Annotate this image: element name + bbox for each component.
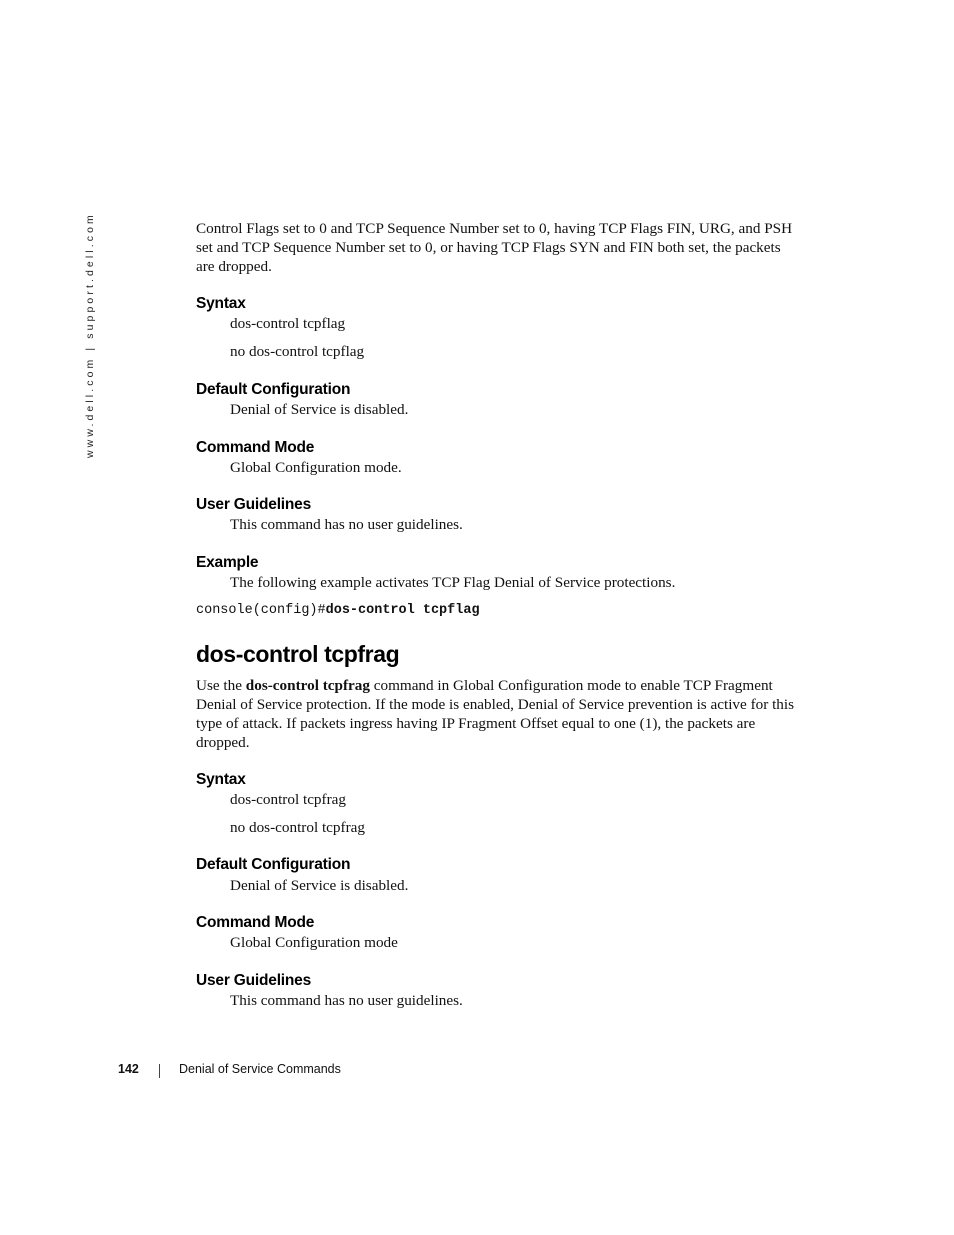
intro-line-2: set and TCP Sequence Number set to 0, or having TCP Flags SYN and FIN both set, the packets bbox=[196, 239, 781, 256]
command-mode-text: Global Configuration mode. bbox=[230, 459, 402, 476]
syntax-line: no dos-control tcpflag bbox=[230, 343, 365, 360]
user-guidelines-text: This command has no user guidelines. bbox=[230, 992, 463, 1009]
intro-line-2: Denial of Service protection. If the mode is enabled, Denial of Service prevention is active for this bbox=[196, 696, 795, 713]
syntax-line: dos-control tcpfrag bbox=[230, 791, 346, 808]
command-mode-text: Global Configuration mode bbox=[230, 934, 398, 951]
intro-line-3: type of attack. If packets ingress having IP Fragment Offset equal to one (1), the packets are bbox=[196, 715, 756, 732]
code-prompt: console(config)# bbox=[196, 603, 326, 618]
syntax-heading: Syntax bbox=[196, 771, 246, 788]
page-number: 142 bbox=[118, 1062, 139, 1076]
user-guidelines-heading: User Guidelines bbox=[196, 496, 312, 513]
command-mode-heading: Command Mode bbox=[196, 439, 315, 456]
user-guidelines-heading: User Guidelines bbox=[196, 972, 312, 989]
intro-line-1 bbox=[196, 676, 773, 695]
default-config-heading: Default Configuration bbox=[196, 856, 351, 873]
sidebar-url bbox=[84, 212, 98, 458]
default-config-text: Denial of Service is disabled. bbox=[230, 877, 409, 894]
intro-post: command in Global Configuration mode to enable TCP Fragment bbox=[369, 677, 773, 694]
code-command: dos-control tcpflag bbox=[325, 603, 480, 618]
syntax-line: no dos-control tcpfrag bbox=[230, 819, 365, 836]
syntax-line: dos-control tcpflag bbox=[230, 315, 346, 332]
command-mode-heading: Command Mode bbox=[196, 914, 315, 931]
syntax-heading: Syntax bbox=[196, 295, 246, 312]
intro-line-4: dropped. bbox=[196, 734, 250, 751]
intro-command: dos-control tcpfrag bbox=[245, 677, 370, 694]
example-text: The following example activates TCP Flag Denial of Service protections. bbox=[230, 574, 676, 591]
sidebar-url-text: www.dell.com | support.dell.com bbox=[84, 212, 96, 458]
intro-line-3: are dropped. bbox=[196, 258, 272, 275]
intro-pre: Use the bbox=[196, 677, 246, 694]
footer-section-title: Denial of Service Commands bbox=[179, 1062, 341, 1076]
default-config-heading: Default Configuration bbox=[196, 381, 351, 398]
code-example bbox=[196, 603, 480, 618]
default-config-text: Denial of Service is disabled. bbox=[230, 401, 409, 418]
example-heading: Example bbox=[196, 554, 259, 571]
section-title: dos-control tcpfrag bbox=[196, 641, 400, 667]
user-guidelines-text: This command has no user guidelines. bbox=[230, 516, 463, 533]
intro-line-1: Control Flags set to 0 and TCP Sequence Number set to 0, having TCP Flags FIN, URG, and PSH bbox=[196, 220, 793, 237]
footer-divider bbox=[159, 1064, 160, 1078]
